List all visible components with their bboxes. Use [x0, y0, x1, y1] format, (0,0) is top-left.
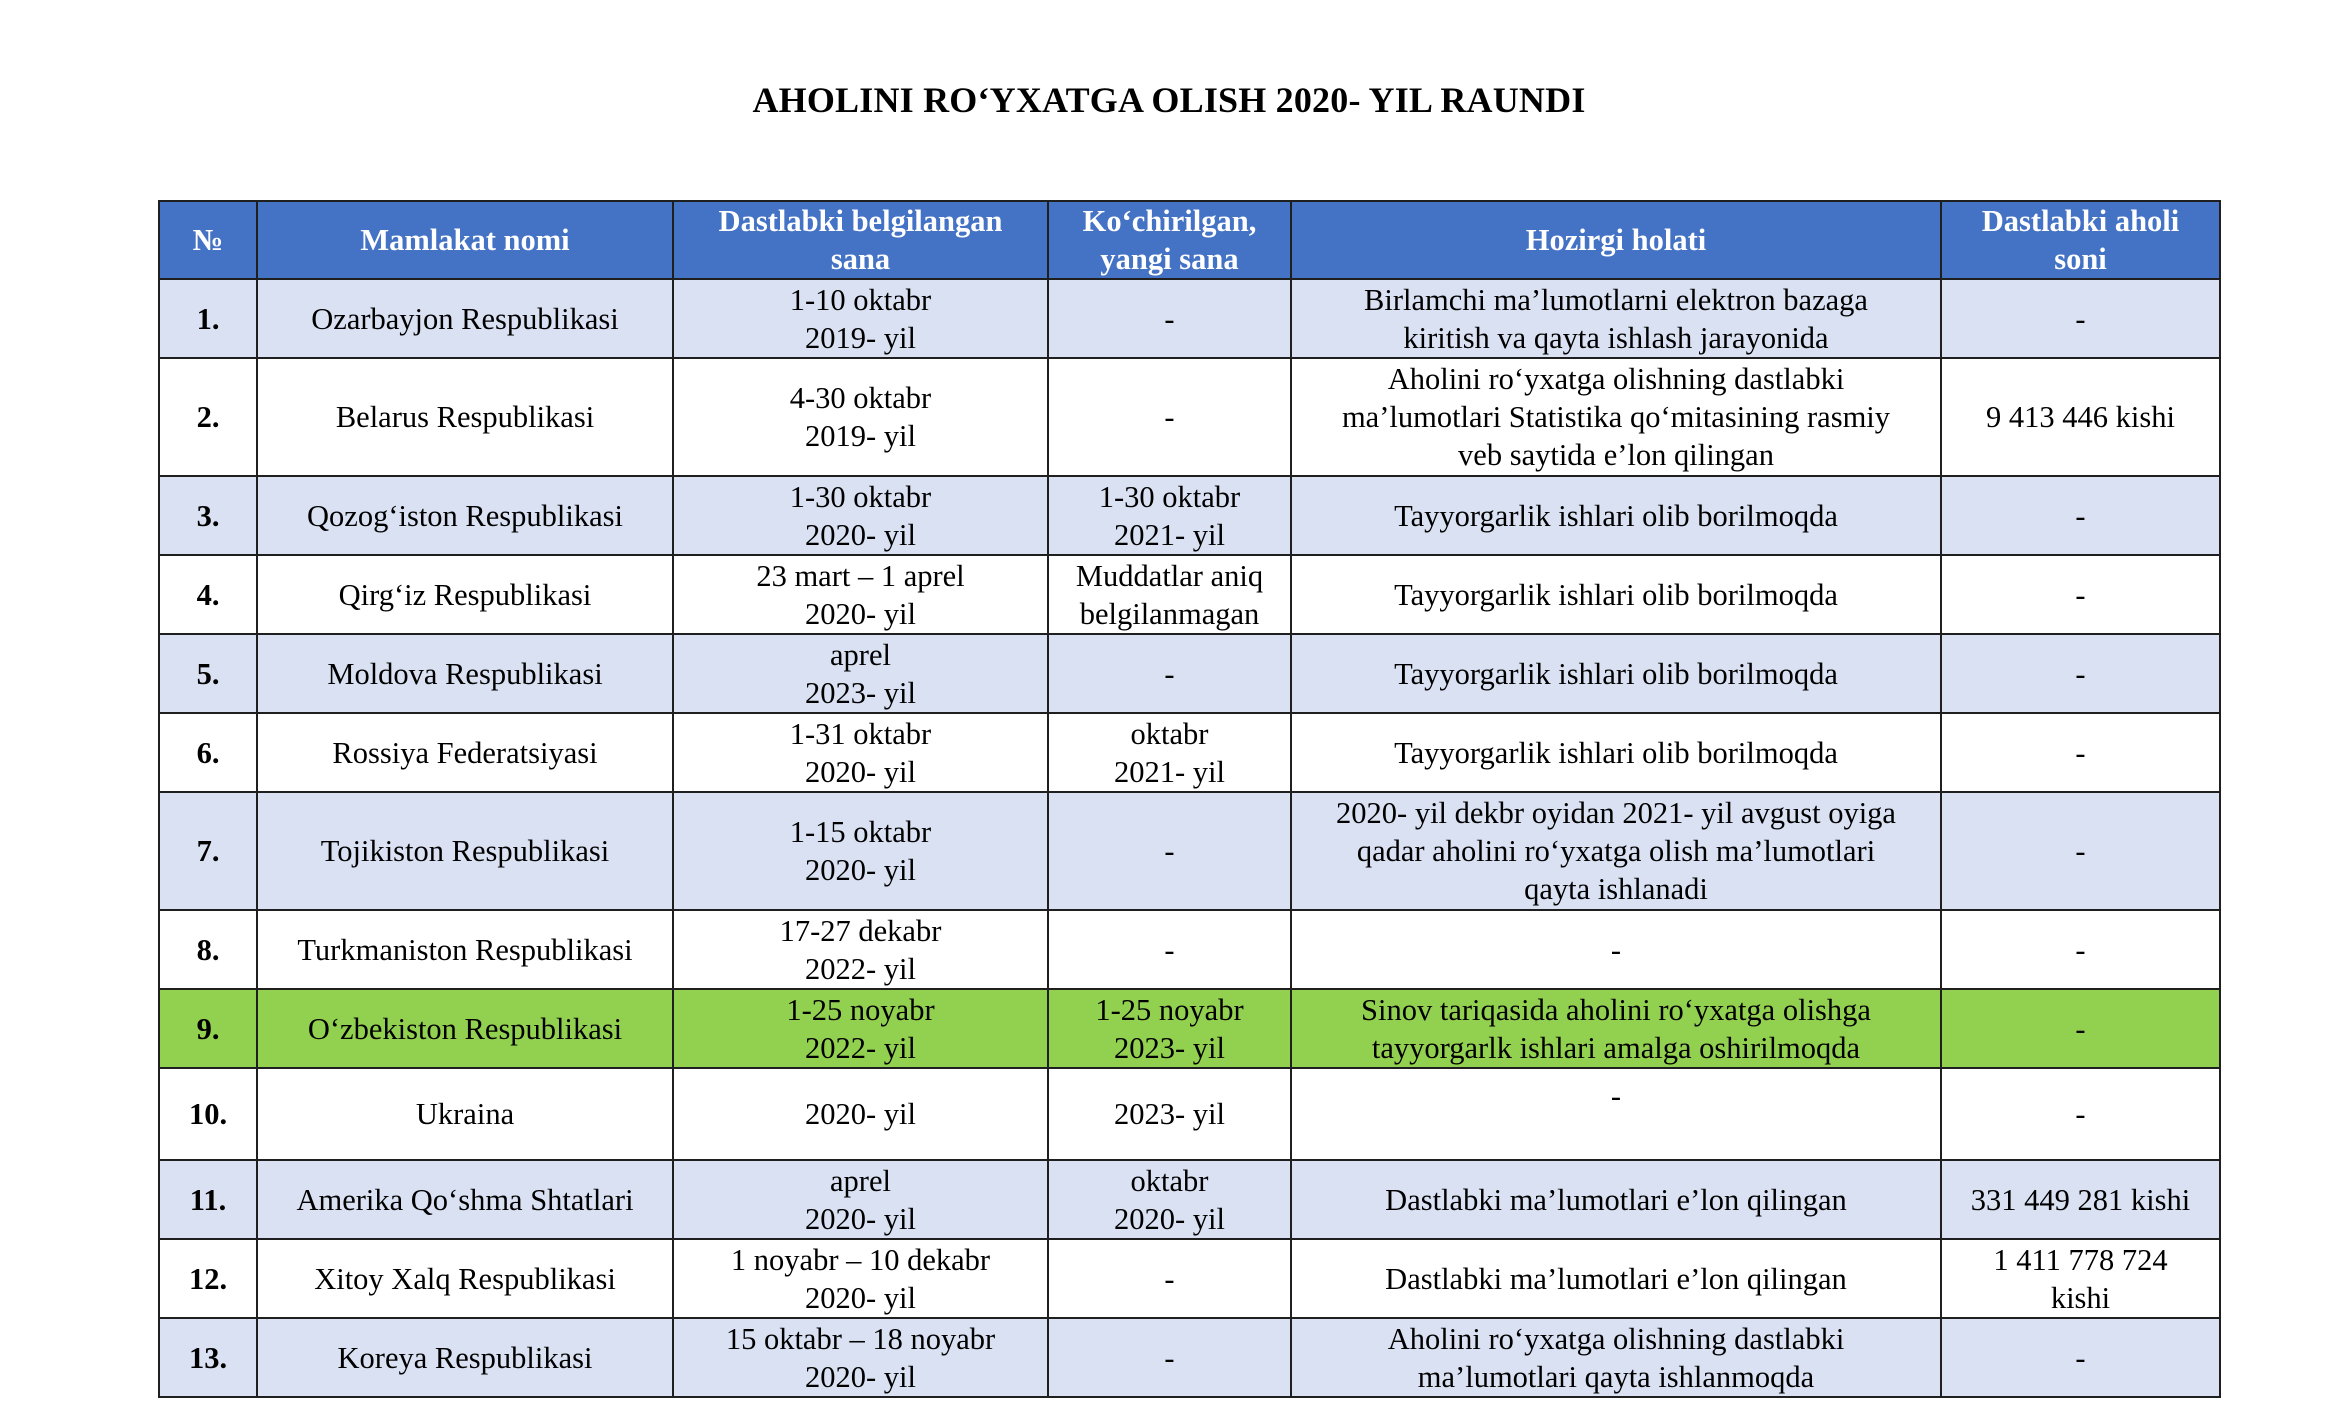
- initial-population: -: [1941, 1068, 2220, 1160]
- country-name: O‘zbekiston Respublikasi: [257, 989, 673, 1068]
- table-row: [159, 1068, 2220, 1160]
- header-initial-date: Dastlabki belgilangan sana: [673, 201, 1048, 279]
- country-name: Rossiya Federatsiyasi: [257, 713, 673, 792]
- table-row: [159, 1160, 2220, 1239]
- table-row: [159, 910, 2220, 989]
- table-row: [159, 792, 2220, 910]
- country-name: Moldova Respublikasi: [257, 634, 673, 713]
- table-row: [159, 555, 2220, 634]
- row-number: 3.: [159, 476, 257, 555]
- country-name: Tojikiston Respublikasi: [257, 792, 673, 910]
- table-row-highlighted: [159, 989, 2220, 1068]
- postponed-date: 2023- yil: [1048, 1068, 1291, 1160]
- initial-population: -: [1941, 989, 2220, 1068]
- country-name: Xitoy Xalq Respublikasi: [257, 1239, 673, 1318]
- table-header-row: [159, 201, 2220, 279]
- current-status: Tayyorgarlik ishlari olib borilmoqda: [1291, 555, 1941, 634]
- postponed-date: Muddatlar aniq belgilanmagan: [1048, 555, 1291, 634]
- initial-date: 17-27 dekabr 2022- yil: [673, 910, 1048, 989]
- initial-date: 1-25 noyabr 2022- yil: [673, 989, 1048, 1068]
- current-status: -: [1291, 1068, 1941, 1160]
- country-name: Amerika Qo‘shma Shtatlari: [257, 1160, 673, 1239]
- census-table: [158, 200, 2221, 1398]
- initial-date: aprel 2020- yil: [673, 1160, 1048, 1239]
- current-status: Dastlabki ma’lumotlari e’lon qilingan: [1291, 1239, 1941, 1318]
- postponed-date: 1-25 noyabr 2023- yil: [1048, 989, 1291, 1068]
- initial-date: 1-30 oktabr 2020- yil: [673, 476, 1048, 555]
- row-number: 9.: [159, 989, 257, 1068]
- postponed-date: -: [1048, 792, 1291, 910]
- initial-date: 1-31 oktabr 2020- yil: [673, 713, 1048, 792]
- initial-population: -: [1941, 910, 2220, 989]
- page-title: AHOLINI RO‘YXATGA OLISH 2020- YIL RAUNDI: [752, 80, 1586, 120]
- header-status: Hozirgi holati: [1291, 201, 1941, 279]
- postponed-date: 1-30 oktabr 2021- yil: [1048, 476, 1291, 555]
- current-status: Tayyorgarlik ishlari olib borilmoqda: [1291, 713, 1941, 792]
- current-status: Aholini ro‘yxatga olishning dastlabki ma’lumotlari qayta ishlanmoqda: [1291, 1318, 1941, 1397]
- row-number: 11.: [159, 1160, 257, 1239]
- current-status: -: [1291, 910, 1941, 989]
- row-number: 5.: [159, 634, 257, 713]
- country-name: Koreya Respublikasi: [257, 1318, 673, 1397]
- postponed-date: -: [1048, 1318, 1291, 1397]
- header-postponed-date: Ko‘chirilgan, yangi sana: [1048, 201, 1291, 279]
- country-name: Qozog‘iston Respublikasi: [257, 476, 673, 555]
- initial-date: 1 noyabr – 10 dekabr 2020- yil: [673, 1239, 1048, 1318]
- table-row: [159, 279, 2220, 358]
- country-name: Turkmaniston Respublikasi: [257, 910, 673, 989]
- row-number: 6.: [159, 713, 257, 792]
- postponed-date: -: [1048, 279, 1291, 358]
- initial-date: 1-10 oktabr 2019- yil: [673, 279, 1048, 358]
- initial-date: 23 mart – 1 aprel 2020- yil: [673, 555, 1048, 634]
- current-status: Tayyorgarlik ishlari olib borilmoqda: [1291, 634, 1941, 713]
- country-name: Ozarbayjon Respublikasi: [257, 279, 673, 358]
- initial-population: -: [1941, 1318, 2220, 1397]
- current-status: Aholini ro‘yxatga olishning dastlabki ma’lumotlari Statistika qo‘mitasining rasmiy veb saytida e’lon qilingan: [1291, 358, 1941, 476]
- initial-date: 1-15 oktabr 2020- yil: [673, 792, 1048, 910]
- postponed-date: -: [1048, 1239, 1291, 1318]
- initial-population: 1 411 778 724 kishi: [1941, 1239, 2220, 1318]
- current-status: Sinov tariqasida aholini ro‘yxatga olishga tayyorgarlk ishlari amalga oshirilmoqda: [1291, 989, 1941, 1068]
- header-num: №: [159, 201, 257, 279]
- country-name: Ukraina: [257, 1068, 673, 1160]
- header-population: Dastlabki aholi soni: [1941, 201, 2220, 279]
- current-status: Birlamchi ma’lumotlarni elektron bazaga kiritish va qayta ishlash jarayonida: [1291, 279, 1941, 358]
- postponed-date: -: [1048, 634, 1291, 713]
- initial-date: 4-30 oktabr 2019- yil: [673, 358, 1048, 476]
- initial-population: 9 413 446 kishi: [1941, 358, 2220, 476]
- row-number: 8.: [159, 910, 257, 989]
- row-number: 7.: [159, 792, 257, 910]
- table-row: [159, 713, 2220, 792]
- header-country: Mamlakat nomi: [257, 201, 673, 279]
- initial-population: -: [1941, 476, 2220, 555]
- row-number: 2.: [159, 358, 257, 476]
- initial-population: -: [1941, 555, 2220, 634]
- table-row: [159, 476, 2220, 555]
- country-name: Qirg‘iz Respublikasi: [257, 555, 673, 634]
- table-row: [159, 634, 2220, 713]
- postponed-date: -: [1048, 910, 1291, 989]
- table-row: [159, 1239, 2220, 1318]
- country-name: Belarus Respublikasi: [257, 358, 673, 476]
- row-number: 4.: [159, 555, 257, 634]
- postponed-date: oktabr 2021- yil: [1048, 713, 1291, 792]
- initial-population: 331 449 281 kishi: [1941, 1160, 2220, 1239]
- initial-population: -: [1941, 713, 2220, 792]
- table-row: [159, 358, 2220, 476]
- row-number: 12.: [159, 1239, 257, 1318]
- initial-population: -: [1941, 279, 2220, 358]
- row-number: 1.: [159, 279, 257, 358]
- row-number: 13.: [159, 1318, 257, 1397]
- initial-date: 15 oktabr – 18 noyabr 2020- yil: [673, 1318, 1048, 1397]
- table-row: [159, 1318, 2220, 1397]
- initial-population: -: [1941, 634, 2220, 713]
- initial-date: 2020- yil: [673, 1068, 1048, 1160]
- row-number: 10.: [159, 1068, 257, 1160]
- postponed-date: oktabr 2020- yil: [1048, 1160, 1291, 1239]
- current-status: 2020- yil dekbr oyidan 2021- yil avgust oyiga qadar aholini ro‘yxatga olish ma’lumotlari qayta ishlanadi: [1291, 792, 1941, 910]
- initial-date: aprel 2023- yil: [673, 634, 1048, 713]
- postponed-date: -: [1048, 358, 1291, 476]
- current-status: Dastlabki ma’lumotlari e’lon qilingan: [1291, 1160, 1941, 1239]
- initial-population: -: [1941, 792, 2220, 910]
- current-status: Tayyorgarlik ishlari olib borilmoqda: [1291, 476, 1941, 555]
